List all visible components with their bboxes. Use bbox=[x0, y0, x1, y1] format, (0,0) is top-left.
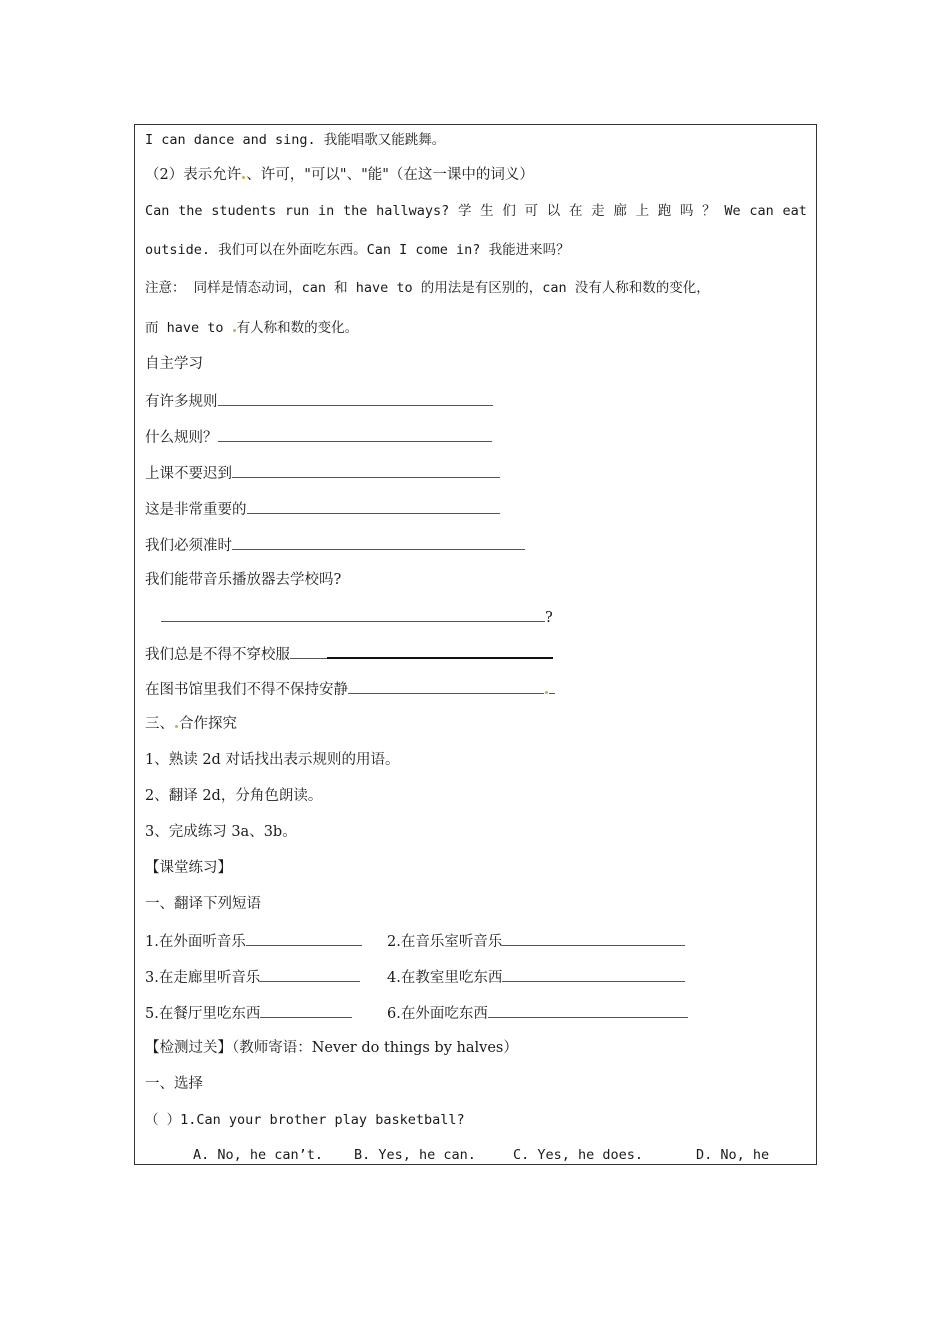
translate-heading: 一、翻译下列短语 bbox=[145, 896, 261, 912]
note-line-5: 注意： 同样是情态动词，can 和 have to 的用法是有区别的，can 没有人称和数的变化， bbox=[145, 280, 710, 296]
section-3-number: 三、 bbox=[145, 716, 174, 732]
answer-blank[interactable] bbox=[348, 678, 544, 694]
phrase-2-wrap bbox=[387, 930, 685, 952]
answer-blank[interactable] bbox=[260, 966, 360, 982]
answer-blank[interactable] bbox=[502, 966, 685, 982]
word: We bbox=[724, 203, 741, 219]
note-line-6 bbox=[145, 318, 358, 338]
question-8 bbox=[145, 678, 555, 700]
word: 以 bbox=[546, 203, 561, 219]
word: run bbox=[284, 203, 310, 219]
answer-blank[interactable] bbox=[246, 930, 362, 946]
answer-blank[interactable] bbox=[247, 498, 500, 514]
word: 廊 bbox=[613, 203, 627, 219]
question-5-text: 我们必须准时 bbox=[145, 538, 232, 554]
worksheet-box bbox=[134, 124, 817, 1165]
phrase-row-1 bbox=[145, 930, 503, 952]
phrase-6-wrap bbox=[387, 1002, 688, 1024]
example-line-3 bbox=[145, 201, 807, 221]
mc-question-1: （ ）1.Can your brother play basketball? bbox=[145, 1112, 465, 1128]
note-line-6-part1: 而 have to bbox=[145, 320, 232, 336]
word: 走 bbox=[591, 203, 605, 219]
option-c: C. Yes, he does. bbox=[513, 1147, 644, 1163]
question-1 bbox=[145, 390, 493, 412]
choose-heading: 一、选择 bbox=[145, 1076, 203, 1092]
example-line-4: outside. 我们可以在外面吃东西。Can I come in? 我能进来吗？ bbox=[145, 242, 570, 258]
answer-blank[interactable] bbox=[161, 606, 545, 622]
question-3-text: 上课不要迟到 bbox=[145, 466, 232, 482]
usage-line-2-part2: 、许可，"可以"、"能"（在这一课中的词义） bbox=[246, 167, 534, 183]
note-line-6-part2: 有人称和数的变化。 bbox=[236, 320, 359, 336]
phrase-row-3 bbox=[145, 1002, 488, 1024]
word: can bbox=[749, 203, 774, 219]
marker-dot bbox=[233, 329, 236, 332]
phrase-5: 5.在餐厅里吃东西 bbox=[145, 1006, 261, 1022]
word: 可 bbox=[524, 203, 539, 219]
option-b: B. Yes, he can. bbox=[354, 1147, 476, 1163]
question-1-text: 有许多规则 bbox=[145, 394, 218, 410]
usage-line-2-part1: （2）表示允许 bbox=[145, 167, 242, 183]
phrase-1: 1.在外面听音乐 bbox=[145, 934, 246, 950]
word: students bbox=[211, 203, 277, 219]
usage-line-2 bbox=[145, 165, 534, 185]
answer-blank[interactable] bbox=[232, 462, 500, 478]
word: eat bbox=[782, 203, 807, 219]
answer-blank[interactable] bbox=[218, 426, 492, 442]
task-3: 3、完成练习 3a、3b。 bbox=[145, 824, 297, 840]
marker-dot bbox=[545, 691, 548, 694]
answer-blank[interactable] bbox=[232, 534, 525, 550]
word: 学 bbox=[457, 203, 472, 219]
section-3-title: 合作探究 bbox=[179, 716, 237, 732]
question-4 bbox=[145, 498, 500, 520]
mc-options bbox=[193, 1145, 770, 1165]
question-7 bbox=[145, 642, 553, 665]
self-study-heading: 自主学习 bbox=[145, 356, 203, 372]
phrase-4-wrap bbox=[387, 966, 685, 988]
answer-blank[interactable] bbox=[488, 1002, 688, 1018]
task-1: 1、熟读 2d 对话找出表示规则的用语。 bbox=[145, 752, 400, 768]
phrase-4: 4.在教室里吃东西 bbox=[387, 970, 503, 986]
option-a: A. No, he can’t. bbox=[193, 1147, 324, 1163]
word: 们 bbox=[502, 203, 516, 219]
question-2-text: 什么规则？ bbox=[145, 430, 218, 446]
word: Can bbox=[145, 203, 170, 219]
marker-dot bbox=[242, 176, 245, 179]
word: ？ bbox=[702, 203, 716, 219]
section-3-heading bbox=[145, 714, 237, 734]
question-mark: ? bbox=[545, 610, 553, 626]
answer-blank[interactable] bbox=[502, 930, 685, 946]
phrase-2: 2.在音乐室听音乐 bbox=[387, 934, 503, 950]
question-7-text: 我们总是不得不穿校服 bbox=[145, 647, 290, 663]
phrase-row-2 bbox=[145, 966, 503, 988]
phrase-6: 6.在外面吃东西 bbox=[387, 1006, 488, 1022]
word: 吗 bbox=[679, 203, 694, 219]
phrase-3: 3.在走廊里听音乐 bbox=[145, 970, 261, 986]
task-2: 2、翻译 2d，分角色朗读。 bbox=[145, 788, 323, 804]
practice-heading: 【课堂练习】 bbox=[145, 860, 232, 876]
option-d: D. No, he bbox=[696, 1147, 770, 1163]
word: hallways? bbox=[376, 203, 450, 219]
word: 跑 bbox=[657, 203, 672, 219]
word: 在 bbox=[568, 203, 583, 219]
question-2 bbox=[145, 426, 492, 448]
question-4-text: 这是非常重要的 bbox=[145, 502, 247, 518]
check-heading: 【检测过关】（教师寄语：Never do things by halves） bbox=[145, 1040, 518, 1056]
word: in bbox=[318, 203, 335, 219]
answer-blank[interactable] bbox=[260, 1002, 352, 1018]
question-5 bbox=[145, 534, 525, 556]
word: 生 bbox=[480, 203, 494, 219]
question-6: 我们能带音乐播放器去学校吗? bbox=[145, 572, 342, 588]
question-6-answer bbox=[161, 606, 553, 628]
answer-blank[interactable] bbox=[327, 642, 553, 659]
word: the bbox=[342, 203, 368, 219]
question-8-text: 在图书馆里我们不得不保持安静 bbox=[145, 682, 348, 698]
question-3 bbox=[145, 462, 500, 484]
answer-blank[interactable] bbox=[549, 678, 555, 694]
marker-dot bbox=[175, 725, 178, 728]
word: the bbox=[178, 203, 203, 219]
answer-blank[interactable] bbox=[218, 390, 493, 406]
example-line-1: I can dance and sing. 我能唱歌又能跳舞。 bbox=[145, 132, 446, 148]
word: 上 bbox=[635, 203, 650, 219]
answer-blank[interactable] bbox=[290, 643, 327, 659]
